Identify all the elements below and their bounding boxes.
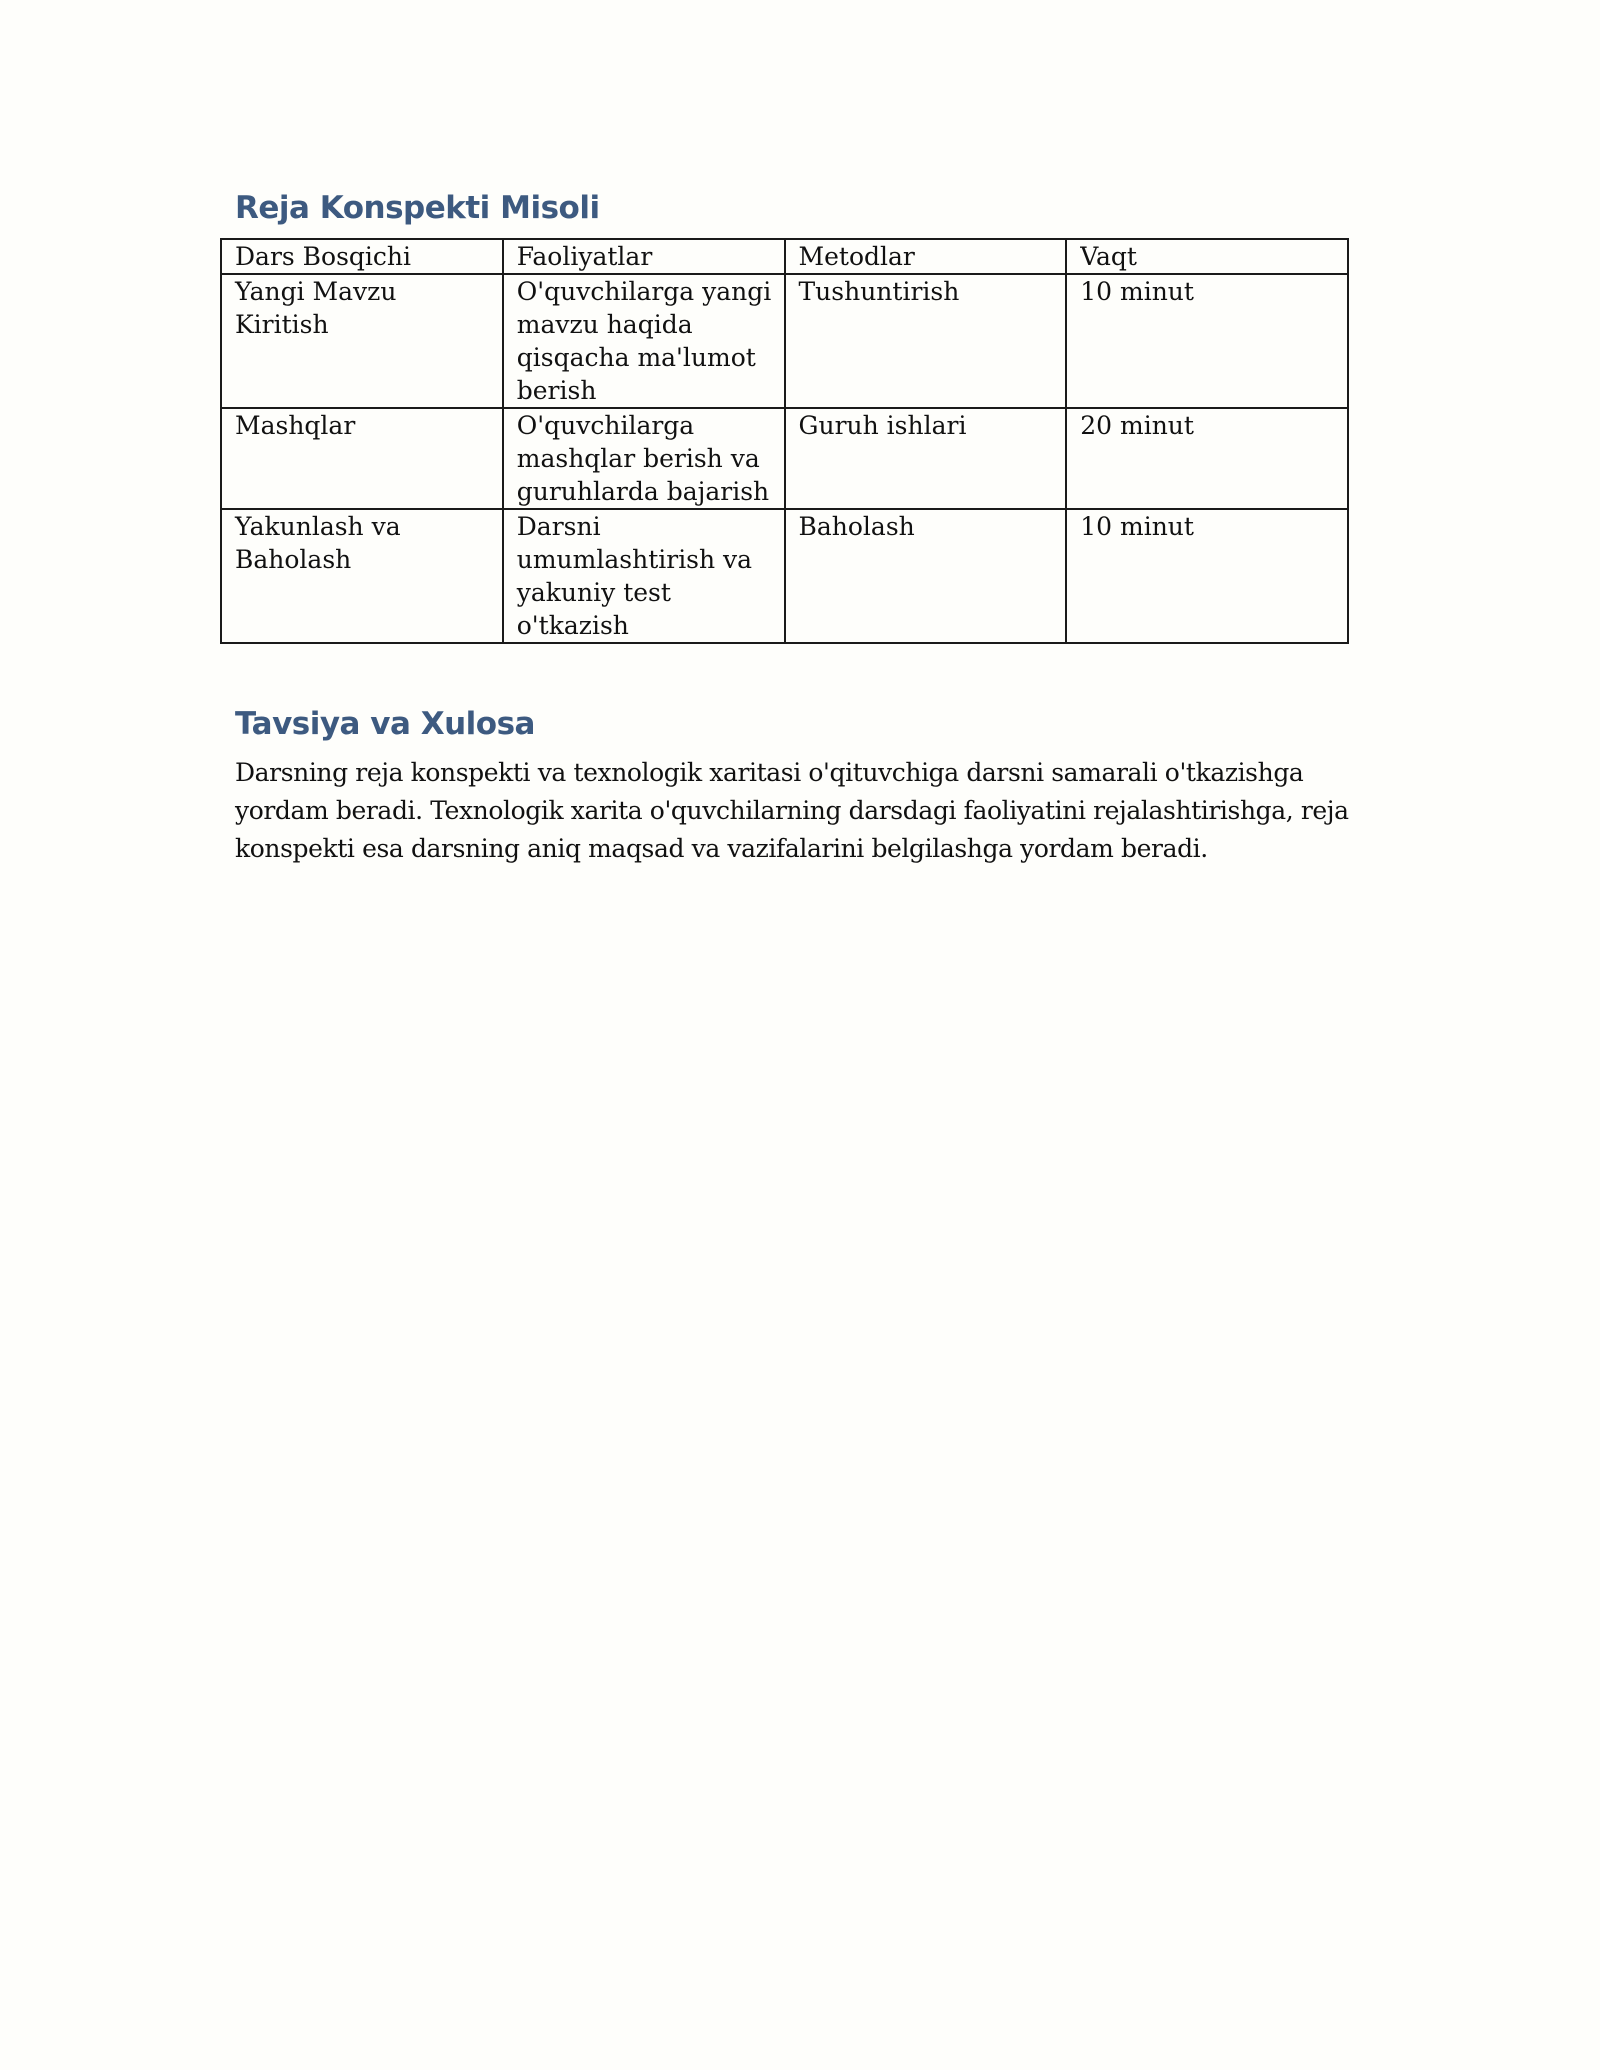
header-metodlar: Metodlar <box>785 239 1067 274</box>
table-cell: Guruh ishlari <box>785 408 1067 509</box>
table-cell: 20 minut <box>1066 408 1348 509</box>
table-cell: Yakunlash va Baholash <box>221 509 503 643</box>
table-cell: Darsni umumlashtirish va yakuniy test o'tkazish <box>503 509 785 643</box>
table-cell: 10 minut <box>1066 274 1348 408</box>
header-vaqt: Vaqt <box>1066 239 1348 274</box>
table-cell: Tushuntirish <box>785 274 1067 408</box>
conclusion-paragraph: Darsning reja konspekti va texnologik xaritasi o'qituvchiga darsni samarali o'tkazishga yordam beradi. Texnologik xarita o'quvchilarning darsdagi faoliyatini rejalashtirishga, reja konspekti esa darsning aniq maqsad va vazifalarini belgilashga yordam beradi. <box>235 758 1349 863</box>
table-cell: O'quvchilarga mashqlar berish va guruhlarda bajarish <box>503 408 785 509</box>
lesson-plan-table <box>220 238 1349 644</box>
table-row <box>221 408 1348 509</box>
table-cell: Baholash <box>785 509 1067 643</box>
section-heading-tavsiya-xulosa: Tavsiya va Xulosa <box>235 706 535 742</box>
table-row <box>221 274 1348 408</box>
header-dars-bosqichi: Dars Bosqichi <box>221 239 503 274</box>
table-cell: 10 minut <box>1066 509 1348 643</box>
section-heading-reja-konspekti: Reja Konspekti Misoli <box>235 190 600 226</box>
table-cell: O'quvchilarga yangi mavzu haqida qisqacha ma'lumot berish <box>503 274 785 408</box>
table-cell: Yangi Mavzu Kiritish <box>221 274 503 408</box>
table-header-row <box>221 239 1348 274</box>
table-cell: Mashqlar <box>221 408 503 509</box>
header-faoliyatlar: Faoliyatlar <box>503 239 785 274</box>
table-row <box>221 509 1348 643</box>
